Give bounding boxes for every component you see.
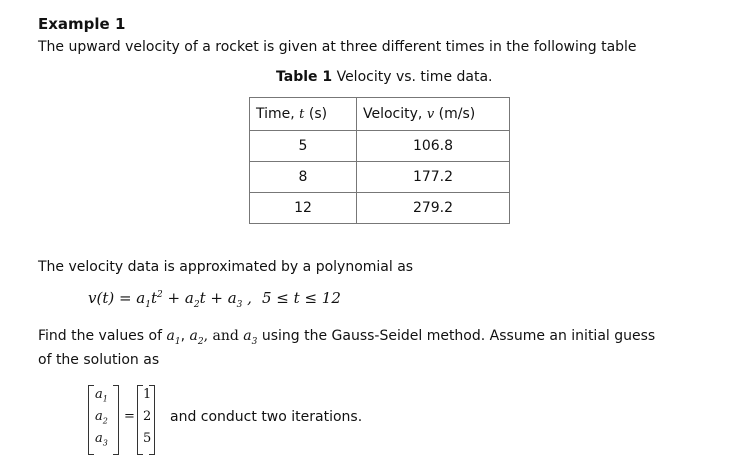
table-header-row [250,98,510,131]
header-velocity: Velocity, v (m/s) [357,98,510,131]
header-time: Time, t (s) [250,98,357,131]
velocity-time-table [249,97,510,224]
cell-velocity: 177.2 [357,162,510,193]
caption-text: Velocity vs. time data. [336,69,493,85]
time-range: 5 ≤ t ≤ 12 [262,289,341,307]
example-heading: Example 1 [38,15,126,33]
right-bracket-vector-a [113,385,119,455]
table-row [250,162,510,193]
guess-value-3: 5 [143,431,152,446]
guess-value-2: 2 [143,409,152,424]
vector-entry-a1: $a_1$ [95,387,108,404]
cell-time: 8 [250,162,357,193]
table-caption [276,69,493,85]
find-paragraph-line2: of the solution as [38,352,160,368]
guess-value-1: 1 [143,387,152,402]
left-bracket-vector-a [88,385,94,455]
intro-paragraph: The upward velocity of a rocket is given at three different times in the following table [38,39,637,55]
table-row [250,131,510,162]
iterations-text: and conduct two iterations. [170,409,363,425]
cell-time: 5 [250,131,357,162]
approx-paragraph: The velocity data is approximated by a polynomial as [38,259,414,275]
find-paragraph: Find the values of $a_1$, $a_2$, and $a_3$ using the Gauss-Seidel method. Assume an initial guess [38,328,656,347]
cell-time: 12 [250,193,357,224]
vector-entry-a2: $a_2$ [95,409,108,426]
equals-sign: = [124,409,135,424]
cell-velocity: 106.8 [357,131,510,162]
vector-entry-a3: $a_3$ [95,431,108,448]
polynomial-equation: $v(t) = a_1t^2 + a_2t + a_3$ , [88,289,252,310]
cell-velocity: 279.2 [357,193,510,224]
caption-label: Table 1 [276,69,333,85]
table-row [250,193,510,224]
